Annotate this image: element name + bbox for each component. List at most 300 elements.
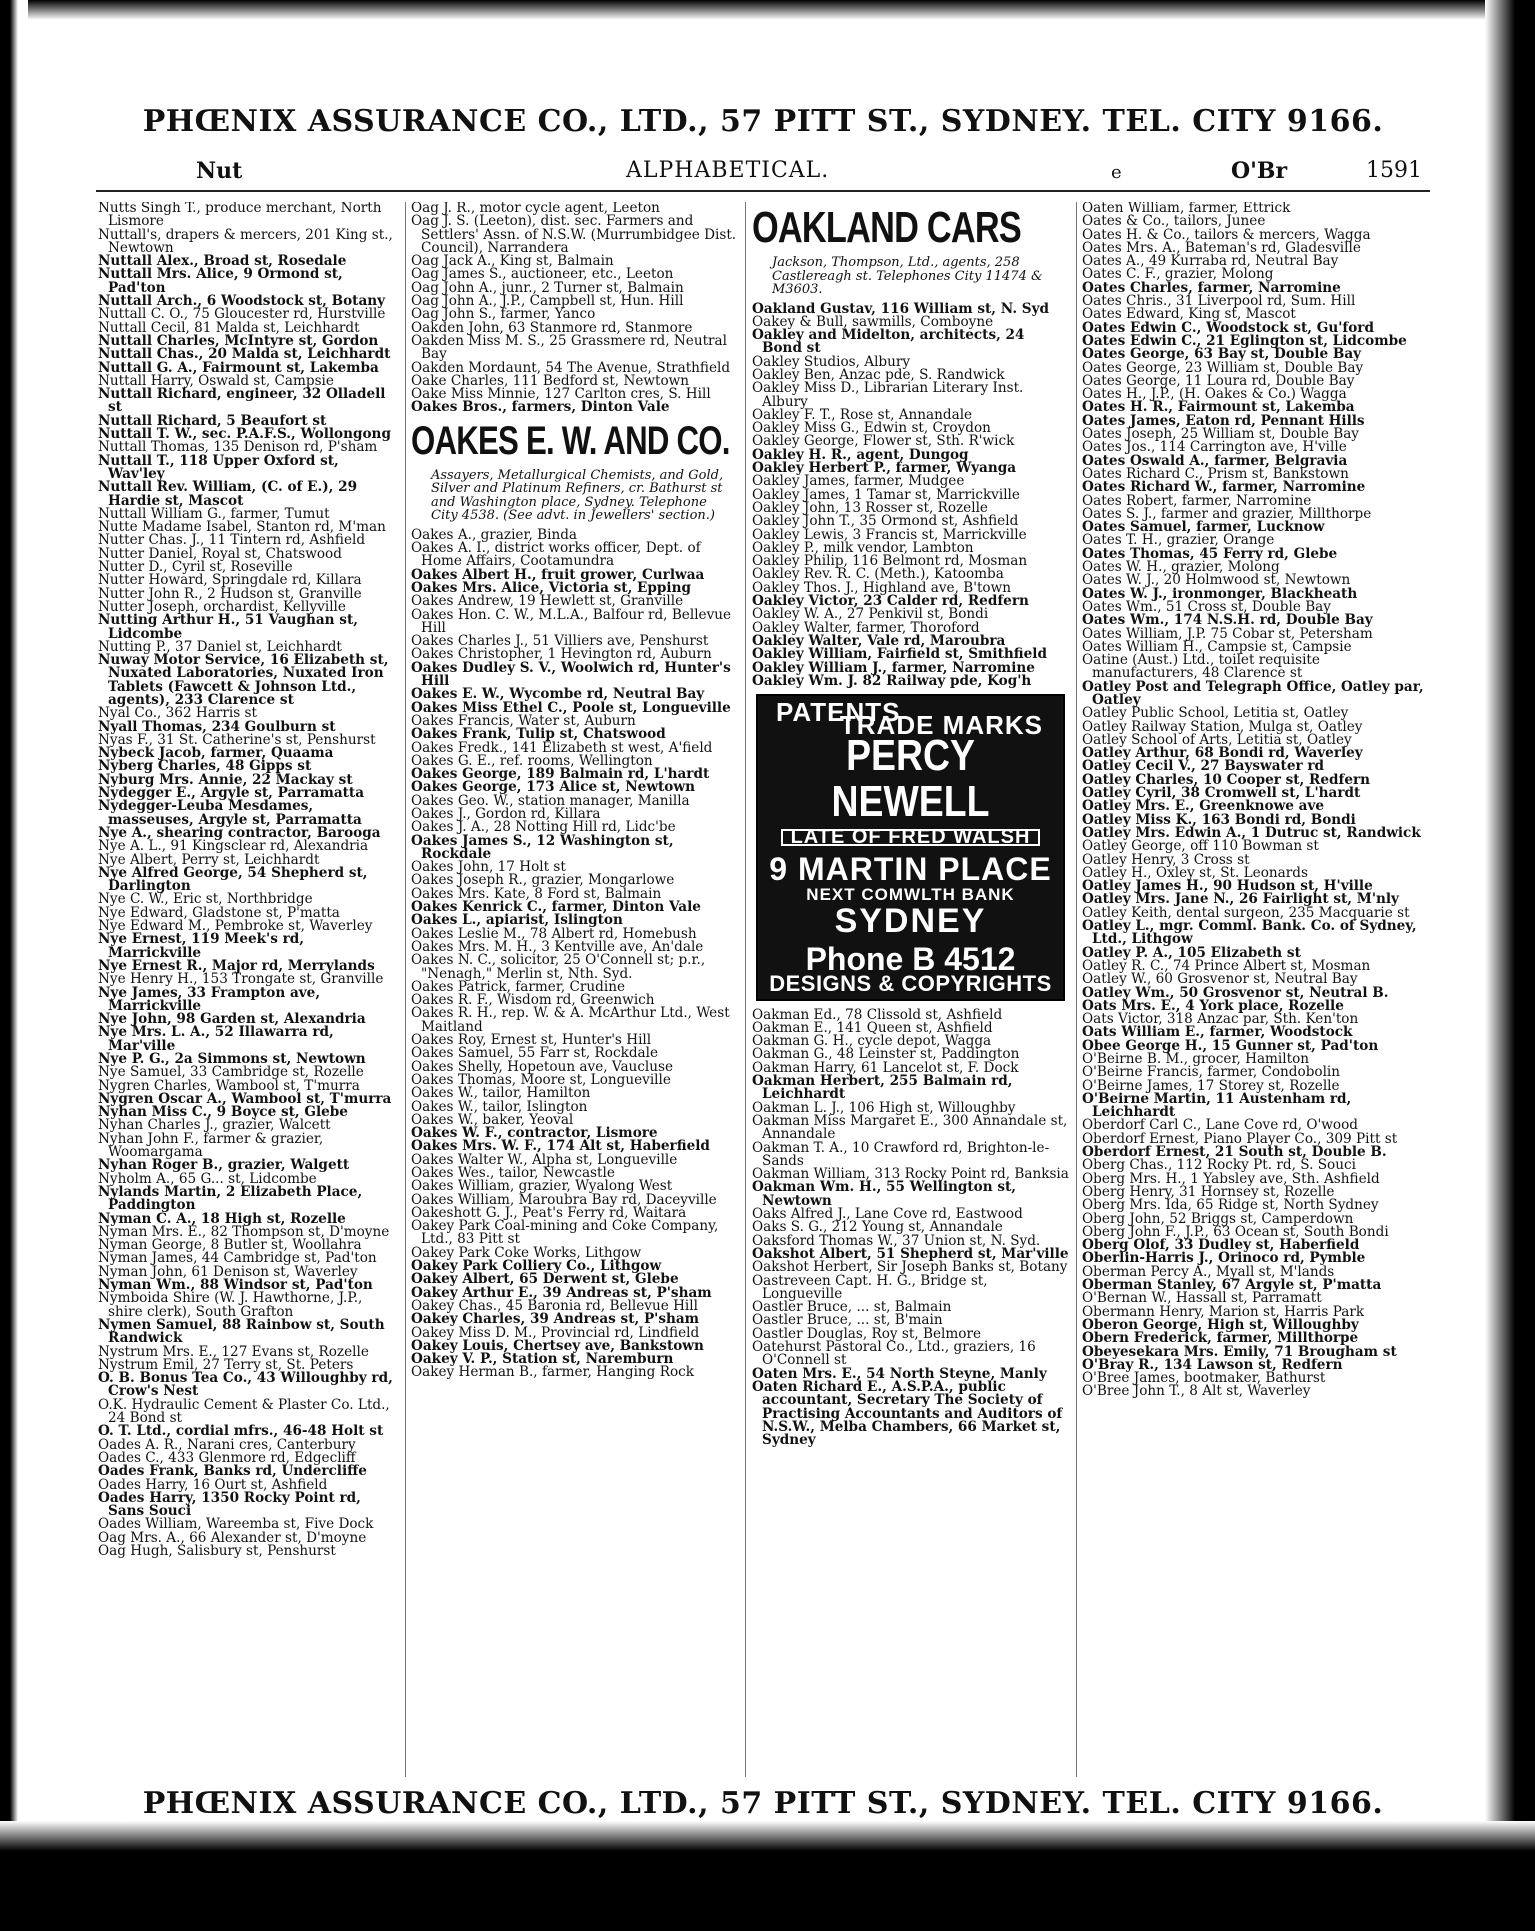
directory-entry: Oatley Railway Station, Mulga st, Oatley — [1082, 718, 1363, 735]
directory-entry: Oakley Miss D., Librarian Literary Inst. Albury — [752, 380, 1024, 410]
directory-entry: Oakey Arthur E., 39 Andreas st, P'sham — [411, 1284, 712, 1301]
directory-entry: Nutting Arthur H., 51 Vaughan st, Lidcombe — [98, 612, 358, 642]
directory-entry: Oakland Gustav, 116 William st, N. Syd — [752, 300, 1050, 317]
directory-entry: Oakman Harry, 61 Lancelot st, F. Dock — [752, 1059, 1019, 1076]
directory-entry: Oakey Herman B., farmer, Hanging Rock — [411, 1364, 694, 1381]
directory-entry: Oakman Wm. H., 55 Wellington st, Newtown — [752, 1179, 1016, 1209]
directory-entry: Oates S. J., farmer and grazier, Millthorpe — [1082, 505, 1372, 522]
directory-entry: Oatley Arthur, 68 Bondi rd, Waverley — [1082, 745, 1363, 762]
directory-entry: Oakley F. T., Rose st, Annandale — [752, 406, 973, 423]
directory-entry: Oatley James H., 90 Hudson st, H'ville — [1082, 878, 1373, 895]
directory-entry: Oakley John T., 35 Ormond st, Ashfield — [752, 513, 1019, 530]
directory-entry: Oaks S. G., 212 Young st, Annandale — [752, 1219, 1003, 1236]
directory-entry: Oatley Cyril, 38 Cromwell st, L'hardt — [1082, 785, 1361, 802]
directory-entry: Oakey Park Coke Works, Lithgow — [411, 1244, 642, 1261]
directory-entry: Oakes Frank, Tulip st, Chatswood — [411, 726, 666, 743]
running-head — [96, 158, 1430, 188]
directory-entry: Oakley Herbert P., farmer, Wyanga — [752, 460, 1017, 477]
directory-entry: Oades Harry, 1350 Rocky Point rd, Sans Souci — [98, 1489, 361, 1520]
directory-entry: Oastler Bruce, ... st, B'main — [752, 1312, 943, 1329]
directory-entry: Nutting P., 37 Daniel st, Leichhardt — [98, 638, 342, 655]
directory-entry: Oatley Charles, 10 Cooper st, Redfern — [1082, 771, 1371, 788]
directory-entry: Oakes Francis, Water st, Auburn — [411, 712, 636, 729]
column-divider — [1076, 202, 1077, 1777]
directory-entry: Oakley George, Flower st, Sth. R'wick — [752, 433, 1015, 450]
directory-entry: Nye A., shearing contractor, Barooga — [98, 824, 381, 841]
scan-edge-left — [0, 0, 28, 1931]
directory-entry: Nyman Mrs. E., 82 Thompson st, D'moyne — [98, 1223, 390, 1240]
directory-entry: Oakeshott G. J., Peat's Ferry rd, Waitara — [411, 1204, 687, 1221]
directory-entry: Oakey & Bull, sawmills, Comboyne — [752, 313, 994, 330]
directory-entry: Nye Henry H., 153 Trongate st, Granville — [98, 971, 384, 988]
directory-entry: Oakey Chas., 45 Baronia rd, Bellevue Hill — [411, 1297, 698, 1314]
directory-entry: Oates Wm., 174 N.S.H. rd, Double Bay — [1082, 612, 1373, 629]
directory-entry: Oastreveen Capt. H. G., Bridge st, Longueville — [752, 1272, 988, 1302]
directory-entry: Oates Edwin C., Woodstock st, Gu'ford — [1082, 319, 1374, 336]
directory-entry: Oakley W. A., 27 Penkivil st, Bondi — [752, 606, 989, 623]
directory-entry: Nuttall Richard, 5 Beaufort st — [98, 412, 327, 429]
directory-entry: Nyal Co., 362 Harris st — [98, 705, 257, 722]
directory-entry: Nuttall Thomas, 135 Denison rd, P'sham — [98, 439, 378, 456]
directory-entry: Oates C. F., grazier, Molong — [1082, 266, 1274, 283]
directory-entry: Nye Albert, Perry st, Leichhardt — [98, 851, 320, 868]
directory-entry: O'Bernan W., Hassall st, Parramatt — [1082, 1290, 1322, 1307]
directory-entry: Oakley William, Fairfield st, Smithfield — [752, 646, 1047, 663]
directory-entry: Oakes Shelly, Hopetoun ave, Vaucluse — [411, 1058, 674, 1075]
directory-entry: Nuttall C. O., 75 Gloucester rd, Hurstville — [98, 306, 386, 323]
advertiser-address: 9 MARTIN PLACE — [769, 851, 1052, 887]
directory-entry: Obern Frederick, farmer, Millthorpe — [1082, 1330, 1359, 1347]
directory-entry: Nye P. G., 2a Simmons st, Newtown — [98, 1051, 366, 1067]
directory-entry: Oberg Henry, 31 Hornsey st, Rozelle — [1082, 1183, 1335, 1200]
column-1 — [98, 202, 398, 1777]
directory-entry: Oakman Ed., 78 Clissold st, Ashfield — [752, 1006, 1003, 1023]
directory-entry: O'Beirne Francis, farmer, Condobolin — [1082, 1064, 1341, 1081]
directory-entry: Oakley H. R., agent, Dungog — [752, 446, 969, 463]
directory-entry: Oakman G., 48 Leinster st, Paddington — [752, 1046, 1020, 1063]
directory-entry: Oakley Victor, 23 Calder rd, Redfern — [752, 593, 1029, 610]
directory-entry: Oakes W., tailor, Hamilton — [411, 1085, 591, 1102]
directory-entry: Oatley Post and Telegraph Office, Oatley par, Oatley — [1082, 678, 1424, 708]
directory-entry: Oates Charles, farmer, Narromine — [1082, 279, 1341, 296]
column-2 — [411, 202, 737, 1777]
directory-entry: Oberdorf Ernest, Piano Player Co., 309 Pitt st — [1082, 1130, 1398, 1147]
directory-entry: Oates H. & Co., tailors & mercers, Wagga — [1082, 226, 1371, 243]
directory-entry: Nuttall G. A., Fairmount st, Lakemba — [98, 359, 379, 376]
directory-entry: Nyhan John F., farmer & grazier, Woomargama — [98, 1130, 324, 1161]
directory-entry: Oberon George, High st, Willoughby — [1082, 1316, 1359, 1333]
directory-entry: Oakes Joseph R., grazier, Mongarlowe — [411, 872, 675, 889]
directory-entry: Nystrum Mrs. E., 127 Evans st, Rozelle — [98, 1343, 369, 1360]
directory-entry: Oakley Walter, farmer, Thoroford — [752, 619, 980, 636]
directory-entry: Oakshot Albert, 51 Shepherd st, Mar'ville — [752, 1245, 1069, 1262]
directory-entry: Oatley L., mgr. Comml. Bank. Co. of Sydney, Ltd., Lithgow — [1082, 918, 1417, 948]
directory-entry: Oakes W. F., contractor, Lismore — [411, 1125, 658, 1142]
directory-entry: Oag John A., J.P., Campbell st, Hun. Hill — [411, 293, 684, 310]
directory-entry: Oades C., 433 Glenmore rd, Edgecliff — [98, 1449, 356, 1466]
directory-entry: Oakman Miss Margaret E., 300 Annandale st, Annandale — [752, 1112, 1068, 1143]
directory-entry: Oakes James S., 12 Washington st, Rockdale — [411, 832, 674, 862]
directory-entry: Oakes N. C., solicitor, 25 O'Connell st; p.r., "Nenagh," Merlin st, Nth. Syd. — [411, 952, 706, 982]
directory-entry: Oakey Albert, 65 Derwent st, Glebe — [411, 1271, 679, 1288]
directory-entry: Oakes Fredk., 141 Elizabeth st west, A'field — [411, 739, 713, 756]
column-3-list-a — [752, 300, 1069, 689]
directory-entry: Oakley and Midelton, architects, 24 Bond st — [752, 327, 1025, 357]
directory-entry: Oatley Henry, 3 Cross st — [1082, 851, 1250, 868]
directory-entry: Oatley W., 60 Grosvenor st, Neutral Bay — [1082, 971, 1358, 988]
directory-entry: Oates Richard W., farmer, Narromine — [1082, 479, 1366, 496]
directory-entry: Oakley William J., farmer, Narromine — [752, 659, 1035, 676]
directory-entry: Oakley Philip, 116 Belmont rd, Mosman — [752, 553, 1028, 570]
directory-entry: Nuttall William G., farmer, Tumut — [98, 505, 330, 522]
directory-entry: Nylands Martin, 2 Elizabeth Place, Paddington — [98, 1183, 363, 1214]
directory-entry: Oatley H., Oxley st, St. Leonards — [1082, 864, 1308, 881]
directory-entry: Nye John, 98 Garden st, Alexandria — [98, 1011, 366, 1028]
directory-entry: Oakes Dudley S. V., Woolwich rd, Hunter's Hill — [411, 659, 731, 690]
directory-entry: Nuttall Rev. William, (C. of E.), 29 Hardie st, Mascot — [98, 479, 358, 509]
directory-entry: Oakley James, farmer, Mudgee — [752, 473, 965, 490]
directory-entry: Nyall Thomas, 234 Goulburn st — [98, 718, 336, 735]
directory-entry: Oastler Douglas, Roy st, Belmore — [752, 1325, 982, 1342]
directory-entry: Oakes J., Gordon rd, Killara — [411, 805, 601, 822]
directory-entry: Oakden Miss M. S., 25 Grassmere rd, Neutral Bay — [411, 332, 727, 363]
directory-entry: Oakes E. W., Wycombe rd, Neutral Bay — [411, 686, 705, 703]
column-4 — [1082, 202, 1426, 1777]
directory-entry: Oakes Miss Ethel C., Poole st, Longueville — [411, 699, 731, 716]
directory-entry: Oates W. H., grazier, Molong — [1082, 559, 1280, 576]
directory-entry: Oatley Wm., 50 Grosvenor st, Neutral B. — [1082, 984, 1389, 1001]
patents-advert — [756, 694, 1065, 1000]
directory-entry: O'Bree John T., 8 Alt st, Waverley — [1082, 1383, 1311, 1400]
directory-entry: Oatley Mrs. E., Greenknowe ave — [1082, 798, 1325, 815]
directory-entry: Oakman G. H., cycle depot, Wagga — [752, 1033, 992, 1050]
directory-entry: Oakman L. J., 106 High st, Willoughby — [752, 1099, 1016, 1116]
directory-entry: Oake Miss Minnie, 127 Carlton cres, S. Hill — [411, 386, 711, 403]
directory-entry: Nutter D., Cyril st, Roseville — [98, 559, 293, 576]
directory-entry: Oates Richard C., Prism st, Bankstown — [1082, 465, 1349, 482]
directory-entry: Oakes Albert H., fruit grower, Curlwaa — [411, 566, 705, 583]
directory-entry: Oberman Stanley, 67 Argyle st, P'matta — [1082, 1277, 1382, 1294]
directory-entry: Oades A. R., Narani cres, Canterbury — [98, 1436, 356, 1453]
directory-entry: Oates William H., Campsie st, Campsie — [1082, 638, 1352, 655]
directory-entry: Nutts Singh T., produce merchant, North Lismore — [98, 202, 382, 230]
directory-entry: Nutter Chas. J., 11 Tintern rd, Ashfield — [98, 532, 366, 549]
directory-entry: Oatine (Aust.) Ltd., toilet requisite manufacturers, 48 Clarence st — [1082, 652, 1320, 682]
oakes-advert-body: Assayers, Metallurgical Chemists, and Gold, Silver and Platinum Refiners, cr. Bathurst st and Washington place, Sydney. Telephone City 4538. (See advt. in Jewellers' section.) — [431, 467, 724, 524]
directory-entry: Oakman William, 313 Rocky Point rd, Banksia — [752, 1166, 1069, 1183]
directory-entry: Nuttall Mrs. Alice, 9 Ormond st, Pad'ton — [98, 266, 343, 296]
directory-entry: Oakman E., 141 Queen st, Ashfield — [752, 1019, 993, 1036]
directory-entry: Oates William, J.P. 75 Cobar st, Petersham — [1082, 625, 1373, 642]
directory-entry: Nuttall Harry, Oswald st, Campsie — [98, 372, 334, 389]
running-head-left: Nut — [196, 158, 243, 184]
directory-entry: Oberg Mrs. H., 1 Yabsley ave, Sth. Ashfield — [1082, 1170, 1380, 1187]
directory-entry: Nyman John, 61 Denison st, Waverley — [98, 1263, 358, 1280]
directory-entry: Oag John S., farmer, Yanco — [411, 306, 596, 323]
directory-entry: Oates Chris., 31 Liverpool rd, Sum. Hill — [1082, 293, 1356, 310]
directory-entry: Oates Wm., 51 Cross st, Double Bay — [1082, 598, 1331, 615]
directory-entry: Oakley John, 13 Rosser st, Rozelle — [752, 499, 988, 516]
directory-entry: Oberg John F., J.P., 63 Ocean st, South Bondi — [1082, 1223, 1389, 1240]
directory-entry: Oates George, 23 William st, Double Bay — [1082, 359, 1364, 376]
directory-entry: Oakes R. H., rep. W. & A. McArthur Ltd., West Maitland — [411, 1005, 730, 1035]
directory-entry: Nye Edward, Gladstone st, P'matta — [98, 904, 340, 921]
trade-marks-line: TRADE MARKS — [839, 710, 1043, 741]
directory-entry: Oakes Leslie M., 78 Albert rd, Homebush — [411, 925, 697, 942]
oakland-advert-title: OAKLAND CARS — [752, 203, 1022, 252]
directory-entry: Oates T. H., grazier, Orange — [1082, 532, 1275, 549]
directory-entry: Nygren Charles, Wambool st, T'murra — [98, 1077, 360, 1094]
oakes-advert — [411, 419, 737, 529]
directory-entry: Nuttall Richard, engineer, 32 Olladell st — [98, 386, 386, 416]
directory-entry: Oag James S., auctioneer, etc., Leeton — [411, 266, 674, 283]
directory-entry: Oakley Thos. J., Highland ave, B'town — [752, 579, 1011, 596]
directory-entry: Oakley Rev. R. C. (Meth.), Katoomba — [752, 566, 1004, 583]
directory-entry: Oakes Bros., farmers, Dinton Vale — [411, 399, 670, 416]
directory-entry: Oates Edward, King st, Mascot — [1082, 306, 1296, 323]
directory-entry: Oakey Park Colliery Co., Lithgow — [411, 1258, 662, 1275]
directory-entry: Oakley Ben, Anzac pde, S. Randwick — [752, 366, 1005, 383]
directory-entry: Oates H., J.P., (H. Oakes & Co.) Wagga — [1082, 386, 1347, 403]
directory-entry: Oakes J. A., 28 Notting Hill rd, Lidc'be — [411, 819, 676, 836]
directory-entry: Oakley Wm. J. 82 Railway pde, Kog'h — [752, 672, 1032, 689]
header-rule — [96, 190, 1430, 192]
directory-entry: Nye Edward M., Pembroke st, Waverley — [98, 918, 373, 935]
directory-entry: Oates Edwin C., 21 Eglington st, Lidcombe — [1082, 332, 1407, 349]
directory-entry: Oakes William, grazier, Wyalong West — [411, 1178, 673, 1195]
directory-entry: Oakes Hon. C. W., M.L.A., Balfour rd, Bellevue Hill — [411, 606, 732, 636]
directory-entry: Oaks Alfred J., Lane Cove rd, Eastwood — [752, 1206, 1023, 1223]
directory-entry: Obee George H., 15 Gunner st, Pad'ton — [1082, 1037, 1379, 1054]
directory-entry: Oatley George, off 110 Bowman st — [1082, 838, 1319, 855]
running-head-right: O'Br — [1231, 158, 1288, 184]
column-divider — [405, 202, 406, 1777]
directory-entry: Nye Ernest, 119 Meek's rd, Marrickville — [98, 931, 304, 961]
directory-entry: Nyhan Roger B., grazier, Walgett — [98, 1157, 350, 1174]
directory-entry: Nye Ernest R., Major rd, Merrylands — [98, 957, 375, 974]
directory-entry: Oakes W., tailor, Islington — [411, 1098, 588, 1115]
column-3 — [752, 202, 1069, 1777]
directory-entry: Oates W. J., 20 Holmwood st, Newtown — [1082, 572, 1351, 589]
advertiser-name: PERCY NEWELL — [831, 730, 990, 826]
directory-entry: Oatehurst Pastoral Co., Ltd., graziers, 16 O'Connell st — [752, 1339, 1036, 1369]
directory-entry: Oaten William, farmer, Ettrick — [1082, 202, 1291, 216]
directory-entry: Oakes Mrs. Kate, 8 Ford st, Balmain — [411, 885, 662, 902]
late-of-line: LATE OF FRED WALSH — [781, 829, 1041, 846]
directory-entry: Oberg John, 52 Briggs st, Camperdown — [1082, 1210, 1354, 1227]
directory-entry: Oakley Studios, Albury — [752, 353, 911, 370]
directory-entry: Nyman George, 8 Butler st, Woollahra — [98, 1237, 362, 1254]
directory-entry: Oakes Wes., tailor, Newcastle — [411, 1165, 615, 1181]
directory-entry: Oakes Mrs. M. H., 3 Kentville ave, An'dale — [411, 938, 704, 955]
top-banner: PHŒNIX ASSURANCE CO., LTD., 57 PITT ST., SYDNEY. TEL. CITY 9166. — [142, 104, 1384, 139]
directory-entry: Oakshot Herbert, Sir Joseph Banks st, Botany — [752, 1259, 1068, 1276]
directory-entry: Oades Harry, 16 Ourt st, Ashfield — [98, 1476, 328, 1493]
services-line: DESIGNS & COPYRIGHTS — [769, 971, 1052, 997]
oakland-advert-body: Jackson, Thompson, Ltd., agents, 258 Castlereagh st. Telephones City 11474 & M3603. — [772, 255, 1043, 297]
directory-entry: Oake Charles, 111 Bedford st, Newtown — [411, 372, 690, 389]
directory-entry: Oats William E., farmer, Woodstock — [1082, 1024, 1353, 1041]
directory-entry: Obermann Henry, Marion st, Harris Park — [1082, 1303, 1365, 1320]
directory-entry: Oatley Miss K., 163 Bondi rd, Bondi — [1082, 811, 1356, 828]
directory-entry: Nuttall Arch., 6 Woodstock st, Botany — [98, 293, 386, 310]
directory-entry: Nymen Samuel, 88 Rainbow st, South Randwick — [98, 1316, 385, 1347]
advertiser-city: SYDNEY — [834, 902, 987, 941]
directory-entry: O'Beirne James, 17 Storey st, Rozelle — [1082, 1077, 1340, 1094]
directory-entry: Nyas F., 31 St. Catherine's st, Penshurst — [98, 731, 376, 748]
directory-entry: Oades Frank, Banks rd, Undercliffe — [98, 1463, 367, 1480]
directory-entry: Oberlin-Harris J., Orinoco rd, Pymble — [1082, 1250, 1366, 1267]
directory-entry: Oades William, Wareemba st, Five Dock — [98, 1516, 374, 1533]
directory-entry: Oakes Kenrick C., farmer, Dinton Vale — [411, 899, 701, 916]
directory-entry: Oakley P., milk vendor, Lambton — [752, 539, 974, 556]
directory-entry: Oakden John, 63 Stanmore rd, Stanmore — [411, 319, 693, 336]
directory-entry: Oakes Thomas, Moore st, Longueville — [411, 1071, 671, 1088]
directory-entry: Nyburg Mrs. Annie, 22 Mackay st — [98, 771, 353, 788]
directory-entry: O. B. Bonus Tea Co., 43 Willoughby rd, Crow's Nest — [98, 1370, 393, 1400]
directory-entry: Oakes Roy, Ernest st, Hunter's Hill — [411, 1032, 652, 1049]
directory-entry: Nutter Daniel, Royal st, Chatswood — [98, 545, 342, 562]
directory-entry: O. T. Ltd., cordial mfrs., 46-48 Holt st — [98, 1423, 384, 1440]
directory-entry: Oatley School of Arts, Letitia st, Oatley — [1082, 731, 1352, 748]
directory-entry: Nuttall's, drapers & mercers, 201 King st., Newtown — [98, 226, 393, 256]
column-2-list-a — [411, 202, 737, 415]
directory-entry: Oberg Olof, 33 Dudley st, Haberfield — [1082, 1237, 1360, 1254]
directory-entry: Oaten Richard E., A.S.P.A., public accountant, Secretary The Society of Practising Accountants and Auditors of N.S.W., Melba Chambers, 66 Market st, Sydney — [752, 1378, 1063, 1449]
directory-entry: Nuttall Charles, McIntyre st, Gordon — [98, 332, 379, 349]
directory-entry: Nygren Oscar A., Wambool st, T'murra — [98, 1090, 392, 1107]
directory-entry: Nystrum Emil, 27 Terry st, St. Peters — [98, 1356, 354, 1373]
directory-entry: Oakes Samuel, 55 Farr st, Rockdale — [411, 1045, 659, 1062]
directory-entry: Nutter John R., 2 Hudson st, Granville — [98, 585, 362, 602]
directory-entry: Oberg Mrs. Ida, 65 Ridge st, North Sydney — [1082, 1197, 1379, 1214]
directory-entry: Nuttall Chas., 20 Malda st, Leichhardt — [98, 346, 391, 363]
directory-entry: Oakman Herbert, 255 Balmain rd, Leichhardt — [752, 1073, 1013, 1103]
oakland-advert — [752, 203, 1069, 303]
directory-entry: Oakes A., grazier, Binda — [411, 526, 578, 543]
directory-entry: O'Beirne Martin, 11 Austenham rd, Leichhardt — [1082, 1090, 1352, 1121]
next-to-line: NEXT COMWLTH BANK — [806, 885, 1015, 904]
directory-entry: Oatley R. C., 74 Prince Albert st, Mosman — [1082, 957, 1371, 974]
directory-entry: Oag Hugh, Salisbury st, Penshurst — [98, 1542, 336, 1559]
directory-entry: Oakey Charles, 39 Andreas st, P'sham — [411, 1311, 700, 1328]
directory-entry: Oakey Louis, Chertsey ave, Bankstown — [411, 1337, 704, 1354]
directory-entry: Oates Joseph, 25 William st, Double Bay — [1082, 426, 1359, 443]
directory-entry: Nyman James, 44 Cambridge st, Pad'ton — [98, 1250, 377, 1267]
directory-entry: Oakes L., apiarist, Islington — [411, 912, 623, 929]
directory-entry: Nydegger E., Argyle st, Parramatta — [98, 785, 365, 802]
directory-entry: Nuway Motor Service, 16 Elizabeth st, Nuxated Laboratories, Nuxated Iron Tablets (Fawcett & Johnson Ltd., agents), 233 Clarence st — [98, 652, 389, 708]
directory-entry: Oakes Mrs. W. F., 174 Alt st, Haberfield — [411, 1138, 710, 1155]
directory-entry: Oakes John, 17 Holt st — [411, 859, 566, 876]
directory-entry: Oag Mrs. A., 66 Alexander st, D'moyne — [98, 1529, 367, 1546]
directory-entry: Nuttall Cecil, 81 Malda st, Leichhardt — [98, 319, 360, 336]
directory-entry: Oates W. J., ironmonger, Blackheath — [1082, 585, 1358, 602]
directory-entry: Nydegger-Leuba Mesdames, masseuses, Argyle st, Parramatta — [98, 798, 362, 828]
running-head-center: ALPHABETICAL. — [626, 158, 830, 183]
directory-entry: Nutter Howard, Springdale rd, Killara — [98, 572, 362, 589]
directory-entry: Nyholm A., 65 G... st, Lidcombe — [98, 1170, 317, 1187]
page-number: 1591 — [1366, 158, 1422, 183]
directory-entry: Oatley Mrs. Jane N., 26 Fairlight st, M'nly — [1082, 891, 1399, 908]
directory-entry: Oates Samuel, farmer, Lucknow — [1082, 519, 1325, 536]
directory-page — [96, 98, 1430, 1821]
column-3-list-b — [752, 1006, 1069, 1449]
directory-entry: O'Bree James, bootmaker, Bathurst — [1082, 1370, 1326, 1387]
directory-entry: Oaksford Thomas W., 37 Union st, N. Syd. — [752, 1232, 1041, 1249]
directory-entry: Nutter Joseph, orchardist, Kellyville — [98, 598, 346, 615]
directory-entry: Nye James, 33 Frampton ave, Marrickville — [98, 984, 321, 1014]
directory-entry: Oakes A. I., district works officer, Dept. of Home Affairs, Cootamundra — [411, 540, 701, 570]
directory-entry: O'Bray R., 134 Lawson st, Redfern — [1082, 1356, 1343, 1373]
directory-entry: Oatley Cecil V., 27 Bayswater rd — [1082, 758, 1325, 775]
directory-entry: O'Beirne B. M., grocer, Hamilton — [1082, 1051, 1310, 1067]
directory-entry: Nyhan Miss C., 9 Boyce st, Glebe — [98, 1104, 348, 1121]
directory-entry: Nuttall T. W., sec. P.A.F.S., Wollongong — [98, 426, 391, 443]
directory-entry: Oates A., 49 Kurraba rd, Neutral Bay — [1082, 253, 1339, 270]
directory-entry: Oakes Patrick, farmer, Crudine — [411, 978, 625, 995]
directory-entry: Nyberg Charles, 48 Gipps st — [98, 758, 312, 775]
directory-entry: Oag J. S. (Leeton), dist. sec. Farmers and Settlers' Assn. of N.S.W. (Murrumbidgee Dist. Council), Narrandera — [411, 213, 737, 256]
running-head-mark: e — [1111, 162, 1122, 183]
directory-entry: Oatley Public School, Letitia st, Oatley — [1082, 705, 1349, 722]
directory-entry: Nuttall Alex., Broad st, Rosedale — [98, 253, 347, 270]
directory-entry: Oberdorf Ernest, 21 South st, Double B. — [1082, 1144, 1387, 1161]
directory-entry: Oag John A., junr., 2 Turner st, Balmain — [411, 279, 684, 296]
directory-entry: Nuttall T., 118 Upper Oxford st, Wav'ley — [98, 452, 339, 482]
directory-entry: Oakey V. P., Station st, Naremburn — [411, 1351, 674, 1368]
advertiser-phone: Phone B 4512 — [805, 941, 1016, 978]
directory-entry: Oates Thomas, 45 Ferry rd, Glebe — [1082, 545, 1338, 562]
directory-entry: Oakes Charles J., 51 Villiers ave, Penshurst — [411, 633, 709, 650]
directory-entry: Nye Alfred George, 54 Shepherd st, Darlington — [98, 864, 368, 895]
column-divider — [745, 202, 746, 1777]
directory-entry: Oakey Miss D. M., Provincial rd, Lindfield — [411, 1324, 700, 1341]
directory-entry: Nye A. L., 91 Kingsclear rd, Alexandria — [98, 838, 369, 855]
directory-entry: Oates Oswald A., farmer, Belgravia — [1082, 452, 1348, 469]
directory-entry: Oakes George, 173 Alice st, Newtown — [411, 779, 695, 796]
directory-entry: Oakes George, 189 Balmain rd, L'hardt — [411, 766, 710, 783]
directory-entry: Nybeck Jacob, farmer, Quaama — [98, 745, 334, 762]
directory-entry: Oates George, 11 Loura rd, Double Bay — [1082, 372, 1355, 389]
directory-entry: Nyman C. A., 18 High st, Rozelle — [98, 1210, 346, 1227]
directory-entry: Oag Jack A., King st, Balmain — [411, 253, 614, 270]
directory-entry: Oates H. R., Fairmount st, Lakemba — [1082, 399, 1355, 416]
directory-entry: Oakey Park Coal-mining and Coke Company, Ltd., 83 Pitt st — [411, 1218, 719, 1248]
directory-entry: Oakley James, 1 Tamar st, Marrickville — [752, 486, 1020, 503]
patents-line: PATENTS — [776, 697, 901, 728]
directory-entry: Oakman T. A., 10 Crawford rd, Brighton-le-Sands — [752, 1139, 1050, 1169]
directory-entry: Nyhan Charles J., grazier, Walcett — [98, 1117, 331, 1134]
directory-entry: Oakley Walter, Vale rd, Maroubra — [752, 632, 1006, 649]
scan-edge-top — [0, 0, 1535, 20]
directory-entry: Oates & Co., tailors, Junee — [1082, 213, 1266, 230]
oakes-advert-title: OAKES E. W. AND CO. — [411, 418, 730, 463]
scan-edge-right — [1485, 0, 1535, 1931]
directory-entry: Oakes Geo. W., station manager, Manilla — [411, 792, 690, 809]
directory-entry: Oakden Mordaunt, 54 The Avenue, Strathfield — [411, 359, 731, 376]
directory-entry: Oakes G. E., ref. rooms, Wellington — [411, 752, 653, 769]
directory-entry: Oakley Lewis, 3 Francis st, Marrickville — [752, 526, 1027, 543]
column-2-list-b — [411, 526, 737, 1381]
directory-entry: Nye Mrs. L. A., 52 Illawarra rd, Mar'ville — [98, 1024, 334, 1054]
scan-edge-bottom — [0, 1821, 1535, 1931]
directory-entry: Oates Robert, farmer, Narromine — [1082, 492, 1312, 509]
directory-entry: Nye Samuel, 33 Cambridge st, Rozelle — [98, 1064, 364, 1081]
directory-entry: Nutte Madame Isabel, Stanton rd, M'man — [98, 519, 386, 536]
directory-entry: Oakes Mrs. Alice, Victoria st, Epping — [411, 579, 691, 596]
directory-entry: Oastler Bruce, ... st, Balmain — [752, 1299, 952, 1316]
